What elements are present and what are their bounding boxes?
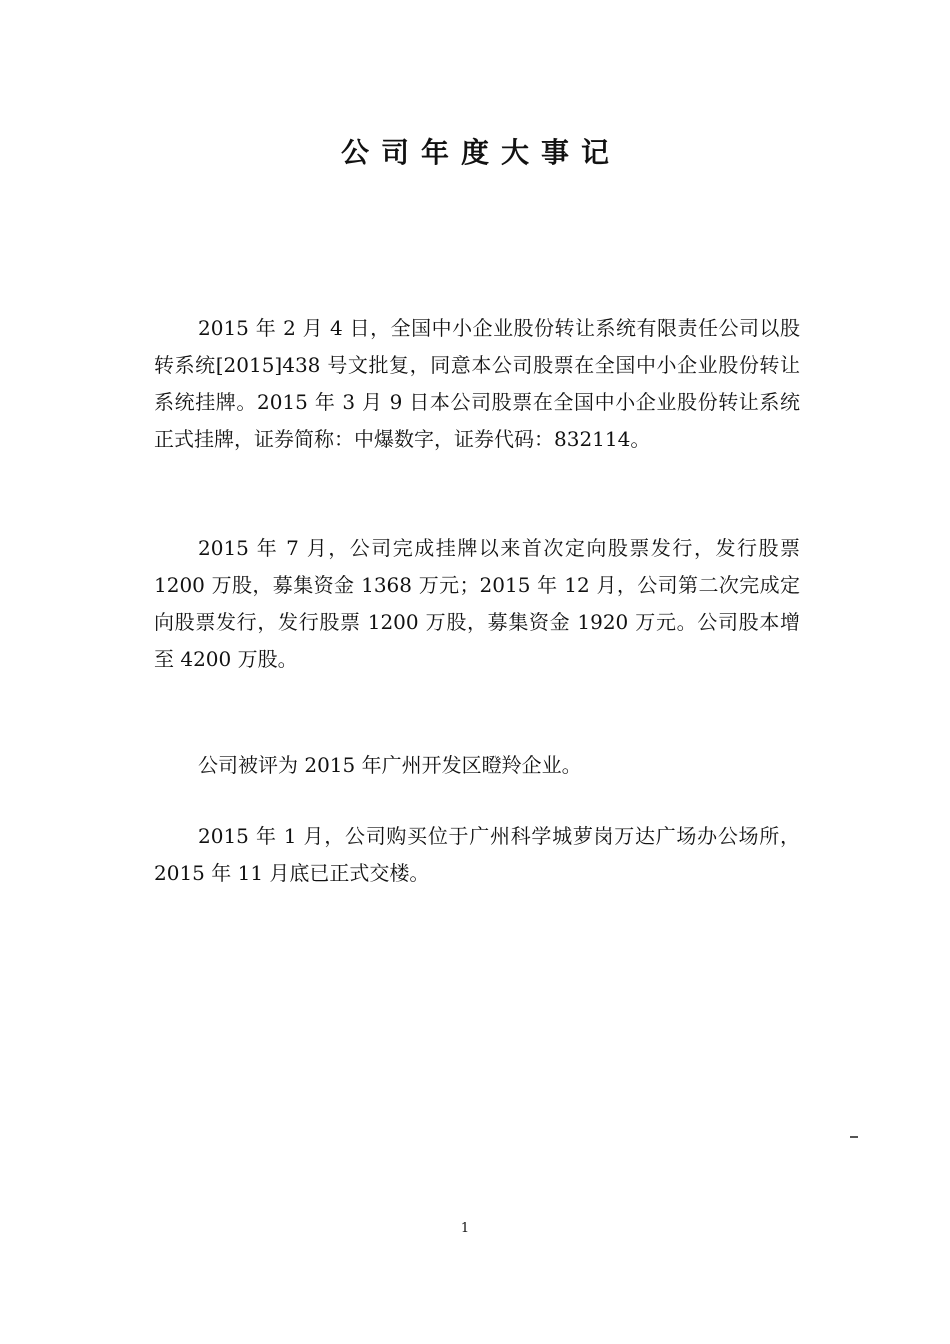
scan-artifact-mark [850,1136,858,1138]
page-number: 1 [460,1221,470,1236]
paragraph-award: 公司被评为 2015 年广州开发区瞪羚企业。 [198,753,582,777]
paragraph-listing-approval: 2015 年 2 月 4 日，全国中小企业股份转让系统有限责任公司以股转系统[2015]438 号文批复，同意本公司股票在全国中小企业股份转让系统挂牌。2015 年 3 月 9 日本公司股票在全国中小企业股份转让系统正式挂牌，证券简称：中爆数字，证券代码：832114。 [154,316,800,451]
paragraph-office-purchase: 2015 年 1 月，公司购买位于广州科学城萝岗万达广场办公场所，2015 年 11 月底已正式交楼。 [154,824,800,885]
paragraph-stock-issuance: 2015 年 7 月，公司完成挂牌以来首次定向股票发行，发行股票 1200 万股，募集资金 1368 万元；2015 年 12 月，公司第二次完成定向股票发行，发行股票 1200 万股，募集资金 1920 万元。公司股本增至 4200 万股。 [154,536,800,671]
page-title: 公司年度大事记 [340,136,621,169]
